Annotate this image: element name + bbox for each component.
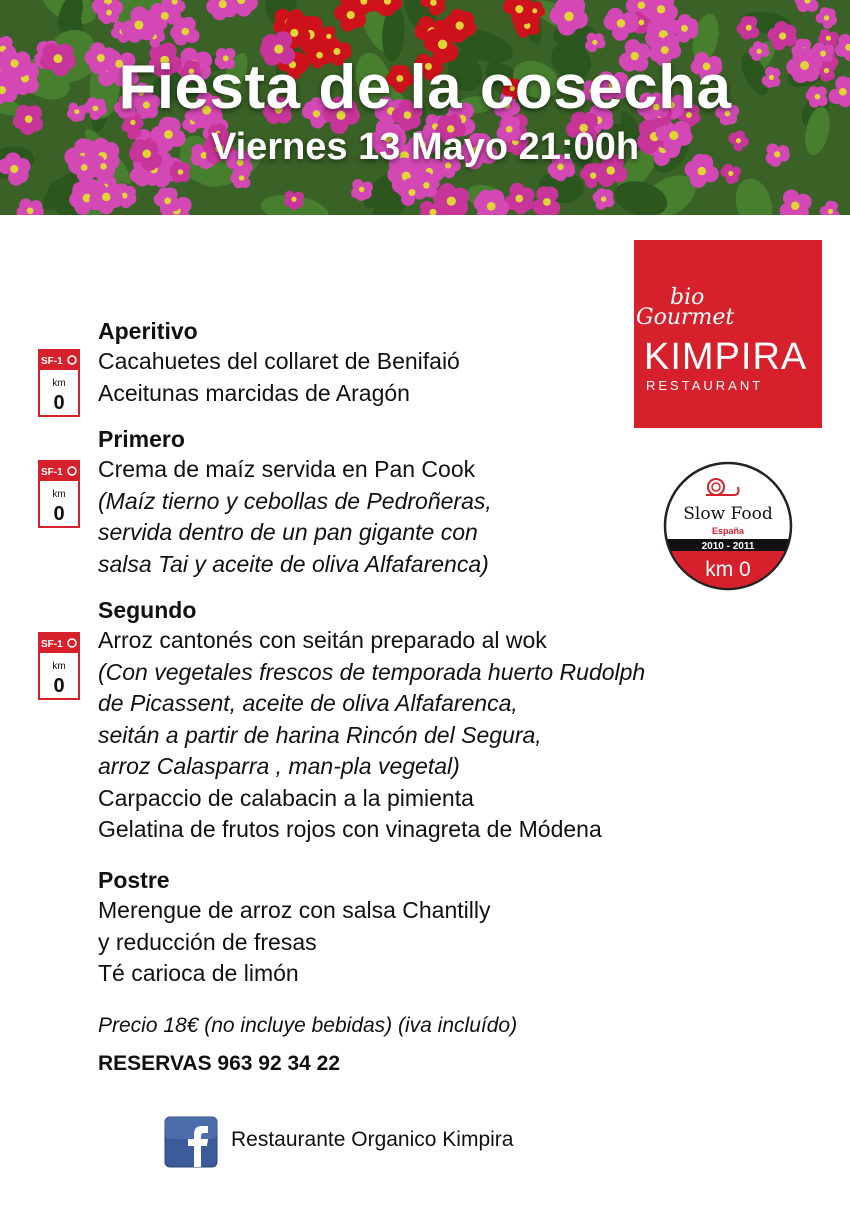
km0-badge (38, 349, 80, 417)
menu-item: Gelatina de frutos rojos con vinagreta de Módena (98, 816, 602, 842)
slow-food-years: 2010 - 2011 (701, 541, 755, 552)
bio-label: bio (670, 285, 705, 310)
menu-item-note: arroz Calasparra , man-pla vegetal) (98, 753, 460, 779)
km0-badge (38, 460, 80, 528)
menu-item-note: seitán a partir de harina Rincón del Segura, (98, 721, 542, 748)
km-badge-value: 0 (53, 392, 65, 414)
menu-section-segundo (98, 595, 798, 846)
menu-item: Crema de maíz servida en Pan Cook (98, 456, 476, 482)
menu-item-note: salsa Tai y aceite de oliva Alfafarenca) (98, 550, 489, 577)
gourmet-label: Gourmet (636, 305, 735, 330)
km-badge-code: SF-1 (41, 639, 63, 650)
km0-badge (38, 632, 80, 700)
menu-section-aperitivo (98, 316, 798, 409)
km-badge-value: 0 (53, 503, 65, 525)
facebook-page-link[interactable]: Restaurante Organico Kimpira (231, 1128, 514, 1151)
section-title: Primero (98, 426, 185, 452)
menu-item: Cacahuetes del collaret de Benifaió (98, 348, 460, 374)
menu-item: y reducción de fresas (98, 928, 317, 955)
slow-food-km: km 0 (705, 558, 751, 581)
section-title: Aperitivo (98, 318, 198, 344)
km-badge-value: 0 (53, 675, 65, 697)
menu-item-note: (Con vegetales frescos de temporada huerto Rudolph (98, 658, 646, 685)
restaurant-name: KIMPIRA (644, 336, 808, 378)
price-note: Precio 18€ (no incluye bebidas) (iva incluído) (98, 1014, 518, 1037)
section-title: Postre (98, 867, 170, 893)
km-badge-code: SF-1 (41, 356, 63, 367)
km-badge-code: SF-1 (41, 467, 63, 478)
menu-item-note: (Maíz tierno y cebollas de Pedroñeras, (98, 487, 492, 514)
km-badge-unit: km (52, 378, 66, 389)
menu-item-note: de Picassent, aceite de oliva Alfafarenca, (98, 690, 518, 716)
restaurant-label: RESTAURANT (646, 378, 764, 393)
menu-item: Arroz cantonés con seitán preparado al wok (98, 627, 547, 653)
menu-item: Merengue de arroz con salsa Chantilly (98, 897, 491, 923)
menu-item: Carpaccio de calabacin a la pimienta (98, 784, 474, 811)
km-badge-unit: km (52, 661, 66, 672)
slow-food-name: Slow Food (683, 504, 773, 524)
header-banner (0, 0, 850, 215)
km-badge-unit: km (52, 489, 66, 500)
event-date: Viernes 13 Mayo 21:00h (210, 126, 640, 168)
reservations-phone: RESERVAS 963 92 34 22 (98, 1052, 341, 1075)
menu-section-primero (98, 424, 798, 580)
section-title: Segundo (98, 597, 197, 623)
menu-item: Té carioca de limón (98, 960, 299, 986)
facebook-icon[interactable] (164, 1116, 218, 1168)
menu-item: Aceitunas marcidas de Aragón (98, 379, 410, 406)
slow-food-country: España (711, 526, 745, 536)
menu-section-postre (98, 865, 798, 990)
menu-item-note: servida dentro de un pan gigante con (98, 519, 478, 545)
event-title: Fiesta de la cosecha (118, 53, 732, 122)
